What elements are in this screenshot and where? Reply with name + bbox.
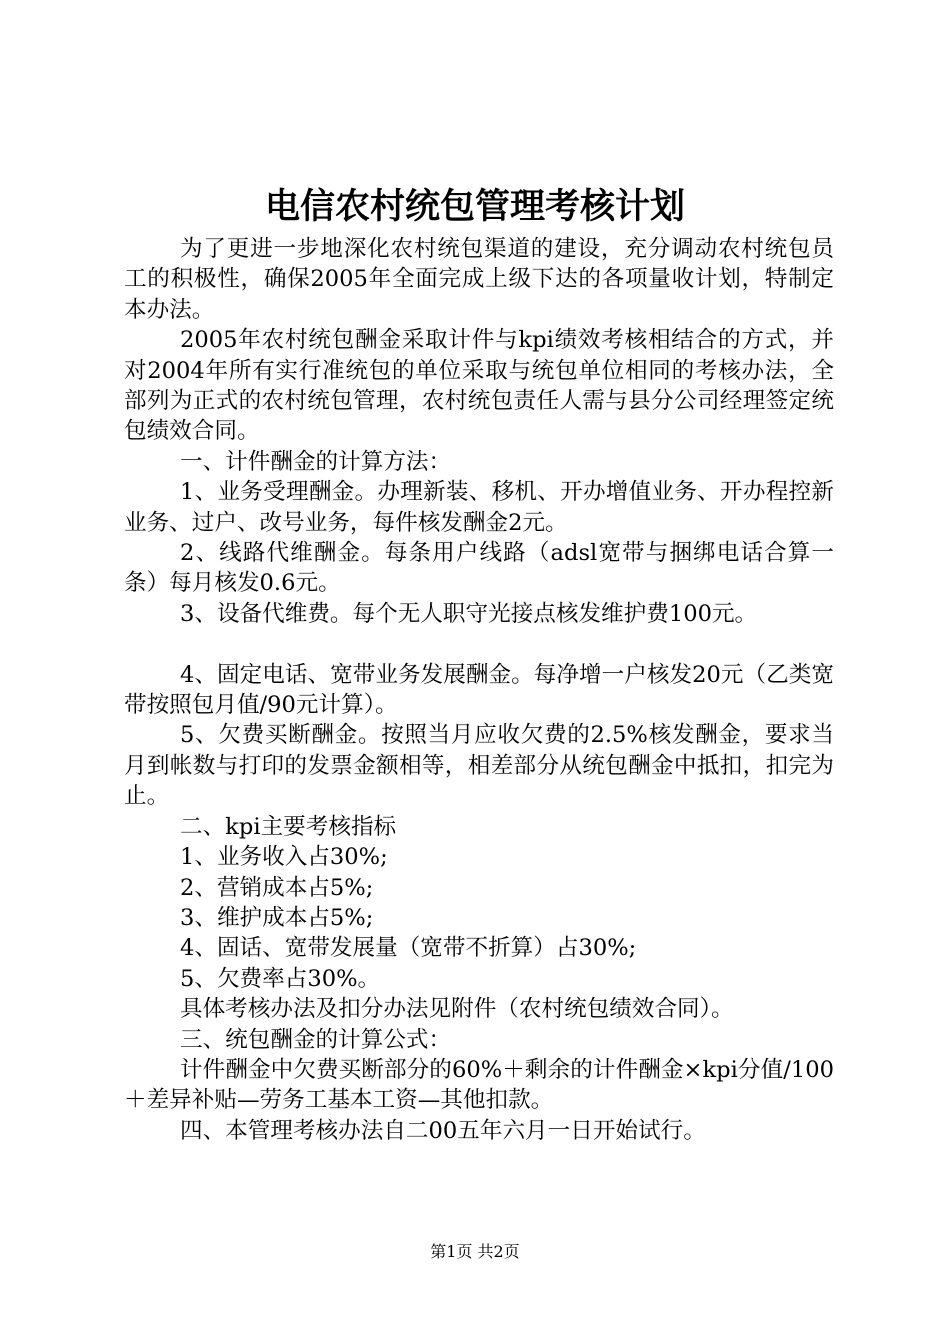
list-item: 3、维护成本占5%; <box>180 904 374 931</box>
section-heading-effective-date: 四、本管理考核办法自二00五年六月一日开始试行。 <box>180 1117 706 1144</box>
list-item: 5、欠费买断酬金。按照当月应收欠费的2.5%核发酬金，要求当月到帐数与打印的发票金额相等，相差部分从统包酬金中抵扣，扣完为止。 <box>124 722 834 810</box>
blank-line <box>124 629 834 659</box>
list-item: 1、业务收入占30%; <box>180 844 388 871</box>
list-item: 4、固定电话、宽带业务发展酬金。每净增一户核发20元（乙类宽带按照包月值/90元计算）。 <box>124 661 834 719</box>
list-item: 1、业务受理酬金。办理新装、移机、开办增值业务、开办程控新业务、过户、改号业务，每件核发酬金2元。 <box>124 479 834 536</box>
paragraph-attachment-note: 具体考核办法及扣分办法见附件（农村统包绩效合同）。 <box>180 996 734 1023</box>
section-heading-piecework: 一、计件酬金的计算方法： <box>180 448 452 475</box>
list-item: 4、固话、宽带发展量（宽带不折算）占30%; <box>180 935 637 962</box>
document-title: 电信农村统包管理考核计划 <box>264 187 685 227</box>
paragraph-formula: 计件酬金中欠费买断部分的60%＋剩余的计件酬金×kpi分值/100＋差异补贴—劳务工基本工资—其他扣款。 <box>124 1056 834 1114</box>
section-heading-formula: 三、统包酬金的计算公式： <box>180 1026 452 1053</box>
list-item: 5、欠费率占30%。 <box>180 965 381 992</box>
section-heading-kpi: 二、kpi主要考核指标 <box>180 813 397 840</box>
list-item: 2、线路代维酬金。每条用户线路（adsl宽带与捆绑电话合算一条）每月核发0.6元。 <box>124 540 834 597</box>
paragraph-intro: 为了更进一步地深化农村统包渠道的建设，充分调动农村统包员工的积极性，确保2005年全面完成上级下达的各项量收计划，特制定本办法。 <box>124 236 834 323</box>
list-item: 2、营销成本占5%; <box>180 874 374 901</box>
page-footer: 第1页 共2页 <box>430 1242 520 1261</box>
list-item: 3、设备代维费。每个无人职守光接点核发维护费100元。 <box>180 600 758 627</box>
document-body <box>124 234 834 1146</box>
paragraph-scheme: 2005年农村统包酬金采取计件与kpi绩效考核相结合的方式，并对2004年所有实行准统包的单位采取与统包单位相同的考核办法，全部列为正式的农村统包管理，农村统包责任人需与县分公司经理签定统包绩效合同。 <box>124 327 834 445</box>
